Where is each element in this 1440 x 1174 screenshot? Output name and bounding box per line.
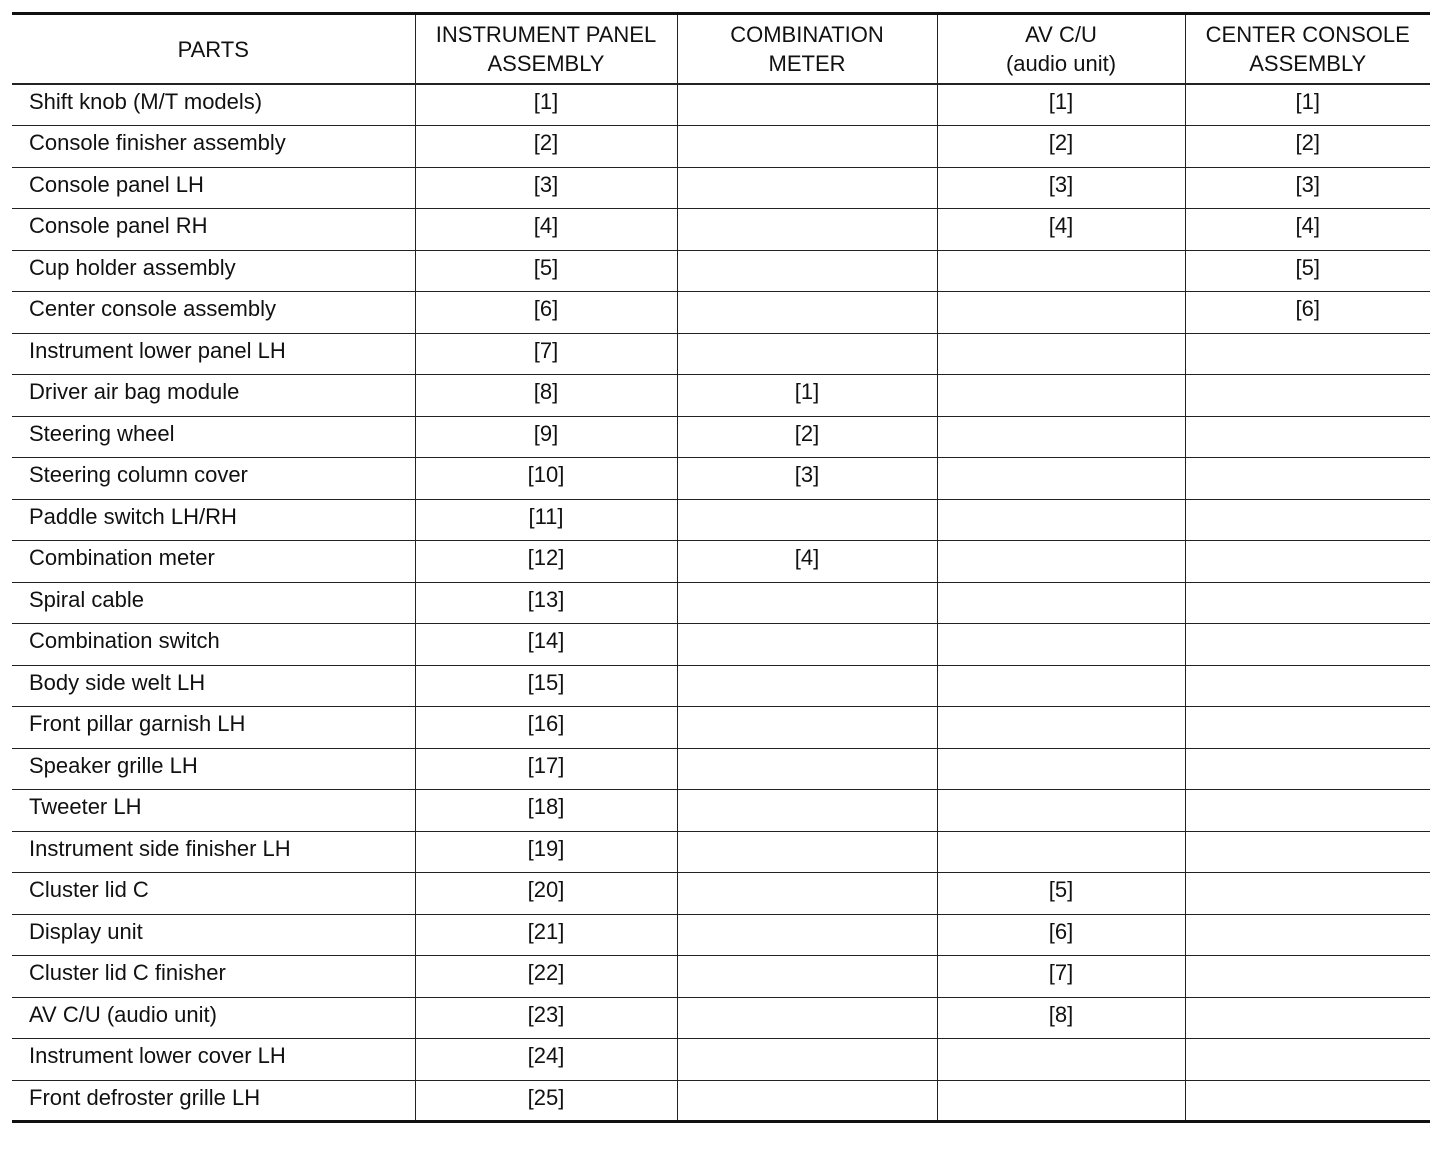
av-cu-ref-cell	[937, 1080, 1185, 1122]
combination-meter-ref-cell	[677, 250, 937, 292]
table-row	[12, 1039, 1430, 1081]
av-cu-ref-cell: [5]	[937, 873, 1185, 915]
combination-meter-ref-cell	[677, 956, 937, 998]
av-cu-ref-cell	[937, 499, 1185, 541]
header-center-console-assembly: CENTER CONSOLE ASSEMBLY	[1185, 14, 1430, 85]
av-cu-ref-cell: [7]	[937, 956, 1185, 998]
part-name-cell: Display unit	[12, 914, 415, 956]
part-name-cell: Console panel RH	[12, 209, 415, 251]
table-row	[12, 665, 1430, 707]
part-name-cell: Cup holder assembly	[12, 250, 415, 292]
instrument-panel-ref-cell: [5]	[415, 250, 677, 292]
instrument-panel-ref-cell: [10]	[415, 458, 677, 500]
part-name-cell: Paddle switch LH/RH	[12, 499, 415, 541]
combination-meter-ref-cell	[677, 1080, 937, 1122]
center-console-ref-cell	[1185, 914, 1430, 956]
center-console-ref-cell	[1185, 582, 1430, 624]
combination-meter-ref-cell	[677, 167, 937, 209]
part-name-cell: Spiral cable	[12, 582, 415, 624]
table-row	[12, 748, 1430, 790]
table-row	[12, 624, 1430, 666]
av-cu-ref-cell	[937, 748, 1185, 790]
instrument-panel-ref-cell: [24]	[415, 1039, 677, 1081]
center-console-ref-cell	[1185, 1080, 1430, 1122]
instrument-panel-ref-cell: [7]	[415, 333, 677, 375]
part-name-cell: AV C/U (audio unit)	[12, 997, 415, 1039]
table-row	[12, 499, 1430, 541]
table-row	[12, 209, 1430, 251]
av-cu-ref-cell	[937, 292, 1185, 334]
center-console-ref-cell	[1185, 541, 1430, 583]
av-cu-ref-cell	[937, 1039, 1185, 1081]
combination-meter-ref-cell	[677, 831, 937, 873]
instrument-panel-ref-cell: [12]	[415, 541, 677, 583]
av-cu-ref-cell: [6]	[937, 914, 1185, 956]
combination-meter-ref-cell	[677, 292, 937, 334]
instrument-panel-ref-cell: [21]	[415, 914, 677, 956]
instrument-panel-ref-cell: [11]	[415, 499, 677, 541]
part-name-cell: Console finisher assembly	[12, 126, 415, 168]
instrument-panel-ref-cell: [1]	[415, 84, 677, 126]
center-console-ref-cell	[1185, 748, 1430, 790]
center-console-ref-cell	[1185, 375, 1430, 417]
center-console-ref-cell	[1185, 873, 1430, 915]
combination-meter-ref-cell: [2]	[677, 416, 937, 458]
instrument-panel-ref-cell: [20]	[415, 873, 677, 915]
av-cu-ref-cell	[937, 582, 1185, 624]
combination-meter-ref-cell	[677, 748, 937, 790]
instrument-panel-ref-cell: [25]	[415, 1080, 677, 1122]
table-row	[12, 582, 1430, 624]
av-cu-ref-cell	[937, 333, 1185, 375]
header-combination-meter: COMBINATION METER	[677, 14, 937, 85]
part-name-cell: Steering wheel	[12, 416, 415, 458]
instrument-panel-ref-cell: [8]	[415, 375, 677, 417]
part-name-cell: Center console assembly	[12, 292, 415, 334]
instrument-panel-ref-cell: [19]	[415, 831, 677, 873]
table-row	[12, 1080, 1430, 1122]
table-row	[12, 914, 1430, 956]
av-cu-ref-cell: [3]	[937, 167, 1185, 209]
part-name-cell: Cluster lid C finisher	[12, 956, 415, 998]
combination-meter-ref-cell: [3]	[677, 458, 937, 500]
instrument-panel-ref-cell: [6]	[415, 292, 677, 334]
instrument-panel-ref-cell: [13]	[415, 582, 677, 624]
center-console-ref-cell	[1185, 416, 1430, 458]
table-row	[12, 790, 1430, 832]
table-row	[12, 956, 1430, 998]
center-console-ref-cell	[1185, 790, 1430, 832]
av-cu-ref-cell: [2]	[937, 126, 1185, 168]
table-row	[12, 126, 1430, 168]
center-console-ref-cell	[1185, 707, 1430, 749]
center-console-ref-cell: [6]	[1185, 292, 1430, 334]
center-console-ref-cell: [2]	[1185, 126, 1430, 168]
header-parts: PARTS	[12, 14, 415, 85]
av-cu-ref-cell	[937, 707, 1185, 749]
header-av-cu: AV C/U (audio unit)	[937, 14, 1185, 85]
part-name-cell: Shift knob (M/T models)	[12, 84, 415, 126]
combination-meter-ref-cell	[677, 126, 937, 168]
center-console-ref-cell	[1185, 624, 1430, 666]
table-row	[12, 707, 1430, 749]
instrument-panel-ref-cell: [15]	[415, 665, 677, 707]
table-row	[12, 292, 1430, 334]
combination-meter-ref-cell	[677, 624, 937, 666]
instrument-panel-ref-cell: [17]	[415, 748, 677, 790]
av-cu-ref-cell	[937, 375, 1185, 417]
av-cu-ref-cell: [1]	[937, 84, 1185, 126]
combination-meter-ref-cell: [4]	[677, 541, 937, 583]
combination-meter-ref-cell: [1]	[677, 375, 937, 417]
part-name-cell: Front defroster grille LH	[12, 1080, 415, 1122]
part-name-cell: Instrument lower cover LH	[12, 1039, 415, 1081]
combination-meter-ref-cell	[677, 914, 937, 956]
table-row	[12, 873, 1430, 915]
table-row	[12, 997, 1430, 1039]
av-cu-ref-cell	[937, 831, 1185, 873]
center-console-ref-cell	[1185, 997, 1430, 1039]
combination-meter-ref-cell	[677, 209, 937, 251]
table-row	[12, 84, 1430, 126]
av-cu-ref-cell	[937, 665, 1185, 707]
table-row	[12, 167, 1430, 209]
center-console-ref-cell: [5]	[1185, 250, 1430, 292]
center-console-ref-cell: [3]	[1185, 167, 1430, 209]
header-instrument-panel-assembly: INSTRUMENT PANEL ASSEMBLY	[415, 14, 677, 85]
center-console-ref-cell	[1185, 831, 1430, 873]
center-console-ref-cell	[1185, 956, 1430, 998]
table-header-row	[12, 14, 1430, 85]
combination-meter-ref-cell	[677, 873, 937, 915]
combination-meter-ref-cell	[677, 997, 937, 1039]
av-cu-ref-cell: [8]	[937, 997, 1185, 1039]
combination-meter-ref-cell	[677, 84, 937, 126]
instrument-panel-ref-cell: [3]	[415, 167, 677, 209]
center-console-ref-cell: [4]	[1185, 209, 1430, 251]
parts-table-container	[12, 12, 1430, 1123]
part-name-cell: Body side welt LH	[12, 665, 415, 707]
center-console-ref-cell	[1185, 499, 1430, 541]
instrument-panel-ref-cell: [22]	[415, 956, 677, 998]
combination-meter-ref-cell	[677, 333, 937, 375]
table-row	[12, 375, 1430, 417]
parts-reference-table	[12, 12, 1430, 1123]
av-cu-ref-cell: [4]	[937, 209, 1185, 251]
part-name-cell: Steering column cover	[12, 458, 415, 500]
table-body	[12, 84, 1430, 1122]
center-console-ref-cell	[1185, 333, 1430, 375]
part-name-cell: Speaker grille LH	[12, 748, 415, 790]
part-name-cell: Combination switch	[12, 624, 415, 666]
center-console-ref-cell: [1]	[1185, 84, 1430, 126]
instrument-panel-ref-cell: [18]	[415, 790, 677, 832]
combination-meter-ref-cell	[677, 790, 937, 832]
combination-meter-ref-cell	[677, 707, 937, 749]
table-row	[12, 333, 1430, 375]
center-console-ref-cell	[1185, 458, 1430, 500]
center-console-ref-cell	[1185, 665, 1430, 707]
table-row	[12, 250, 1430, 292]
instrument-panel-ref-cell: [16]	[415, 707, 677, 749]
instrument-panel-ref-cell: [23]	[415, 997, 677, 1039]
av-cu-ref-cell	[937, 416, 1185, 458]
instrument-panel-ref-cell: [4]	[415, 209, 677, 251]
table-row	[12, 541, 1430, 583]
av-cu-ref-cell	[937, 250, 1185, 292]
part-name-cell: Instrument side finisher LH	[12, 831, 415, 873]
combination-meter-ref-cell	[677, 582, 937, 624]
combination-meter-ref-cell	[677, 499, 937, 541]
av-cu-ref-cell	[937, 790, 1185, 832]
part-name-cell: Front pillar garnish LH	[12, 707, 415, 749]
table-row	[12, 831, 1430, 873]
table-row	[12, 416, 1430, 458]
combination-meter-ref-cell	[677, 665, 937, 707]
part-name-cell: Cluster lid C	[12, 873, 415, 915]
center-console-ref-cell	[1185, 1039, 1430, 1081]
av-cu-ref-cell	[937, 458, 1185, 500]
part-name-cell: Console panel LH	[12, 167, 415, 209]
instrument-panel-ref-cell: [14]	[415, 624, 677, 666]
av-cu-ref-cell	[937, 624, 1185, 666]
instrument-panel-ref-cell: [2]	[415, 126, 677, 168]
part-name-cell: Instrument lower panel LH	[12, 333, 415, 375]
instrument-panel-ref-cell: [9]	[415, 416, 677, 458]
table-row	[12, 458, 1430, 500]
part-name-cell: Tweeter LH	[12, 790, 415, 832]
part-name-cell: Driver air bag module	[12, 375, 415, 417]
av-cu-ref-cell	[937, 541, 1185, 583]
combination-meter-ref-cell	[677, 1039, 937, 1081]
part-name-cell: Combination meter	[12, 541, 415, 583]
